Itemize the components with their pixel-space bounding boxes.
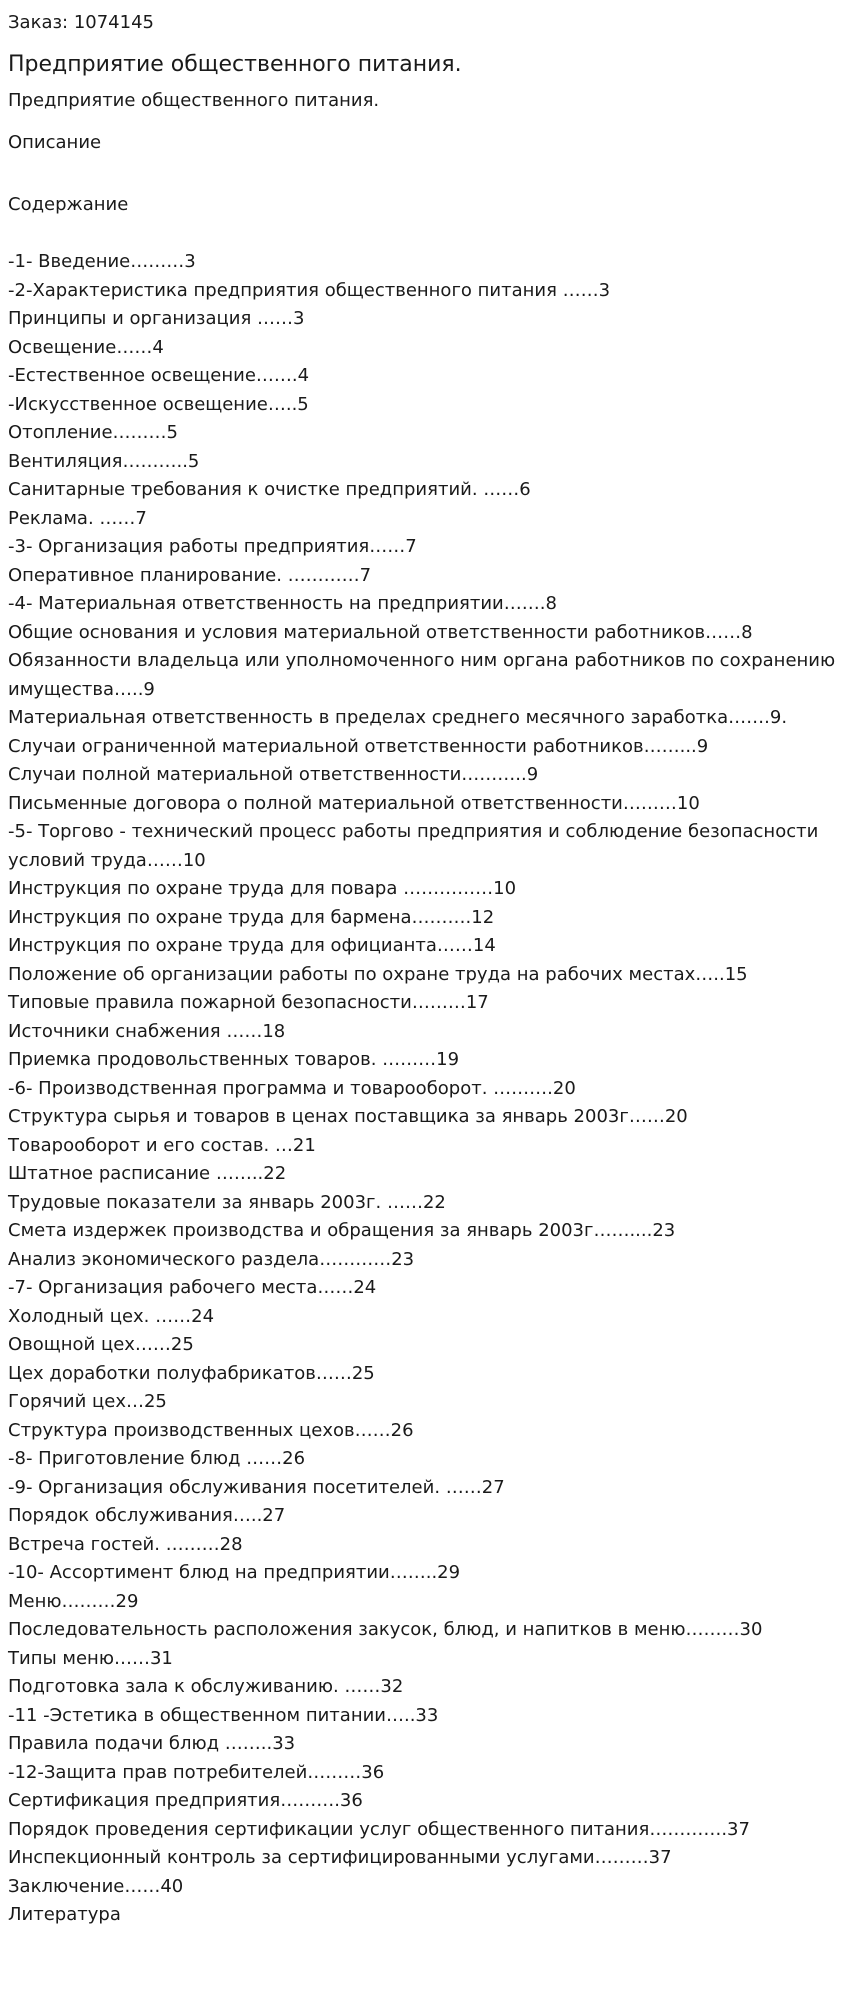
toc-entry: Отопление………5: [8, 422, 179, 443]
toc-entry: -Искусственное освещение…..5: [8, 393, 309, 415]
toc-entry: Заключение……40: [8, 1875, 184, 1897]
toc-entry: Типы меню……31: [8, 1647, 173, 1669]
toc-entry: Порядок обслуживания…..27: [8, 1505, 286, 1526]
toc-entry: Материальная ответственность в пределах среднего месячного заработка…….9.: [8, 707, 788, 728]
toc-entry: Цех доработки полуфабрикатов……25: [8, 1362, 375, 1384]
table-of-contents: [8, 248, 839, 1930]
order-number: Заказ: 1074145: [8, 12, 154, 33]
toc-entry: -1- Введение………3: [8, 251, 196, 272]
toc-entry: -3- Организация работы предприятия……7: [8, 536, 417, 557]
toc-entry: Обязанности владельца или уполномоченного ним органа работников по сохранению имущества…..9: [8, 650, 836, 700]
toc-entry: Вентиляция………..5: [8, 450, 200, 472]
toc-entry: Холодный цех. ……24: [8, 1305, 215, 1327]
page-subtitle: Предприятие общественного питания.: [8, 90, 380, 111]
toc-entry: Трудовые показатели за январь 2003г. ……22: [8, 1191, 446, 1213]
toc-entry: Овощной цех……25: [8, 1334, 194, 1355]
toc-entry: Горячий цех…25: [8, 1391, 167, 1412]
toc-entry: Освещение……4: [8, 336, 164, 358]
description-label: Описание: [8, 132, 102, 153]
toc-entry: Сертификация предприятия……….36: [8, 1790, 363, 1811]
toc-entry: -9- Организация обслуживания посетителей. ……27: [8, 1476, 505, 1498]
toc-entry: Приемка продовольственных товаров. ………19: [8, 1049, 460, 1070]
toc-heading: Содержание: [8, 194, 129, 215]
toc-entry: Инструкция по охране труда для официанта……14: [8, 935, 496, 956]
toc-entry: Структура производственных цехов……26: [8, 1419, 414, 1441]
toc-entry: Встреча гостей. ………28: [8, 1533, 243, 1555]
toc-entry: -12-Защита прав потребителей………36: [8, 1761, 385, 1783]
toc-entry: Последовательность расположения закусок, блюд, и напитков в меню………30: [8, 1619, 763, 1640]
toc-entry: Инструкция по охране труда для бармена……….12: [8, 906, 495, 928]
toc-entry: -Естественное освещение…….4: [8, 365, 310, 386]
toc-entry: -6- Производственная программа и товарооборот. ……….20: [8, 1077, 576, 1099]
toc-entry: Порядок проведения сертификации услуг общественного питания………….37: [8, 1818, 750, 1840]
toc-entry: -7- Организация рабочего места……24: [8, 1277, 377, 1298]
toc-entry: Инспекционный контроль за сертифицированными услугами………37: [8, 1847, 672, 1868]
toc-entry: Случаи полной материальной ответственности………..9: [8, 764, 539, 785]
toc-entry: Меню………29: [8, 1590, 139, 1612]
toc-entry: -4- Материальная ответственность на предприятии…….8: [8, 593, 557, 614]
toc-entry: Случаи ограниченной материальной ответственности работников……...9: [8, 735, 709, 757]
page-title: Предприятие общественного питания.: [8, 52, 462, 77]
toc-entry: Структура сырья и товаров в ценах поставщика за январь 2003г……20: [8, 1106, 688, 1127]
toc-entry: Положение об организации работы по охране труда на рабочих местах…..15: [8, 963, 748, 985]
toc-entry: Инструкция по охране труда для повара ……………10: [8, 878, 517, 899]
toc-entry: Письменные договора о полной материальной ответственности………10: [8, 792, 700, 814]
toc-entry: -5- Торгово - технический процесс работы предприятия и соблюдение безопасности условий труда……10: [8, 821, 819, 871]
toc-entry: Правила подачи блюд ……..33: [8, 1733, 296, 1754]
toc-entry: Реклама. ……7: [8, 507, 147, 529]
toc-entry: Анализ экономического раздела…………23: [8, 1248, 415, 1270]
toc-entry: Оперативное планирование. …………7: [8, 564, 372, 586]
toc-entry: Товарооборот и его состав. …21: [8, 1134, 316, 1156]
toc-entry: Смета издержек производства и обращения за январь 2003г……....23: [8, 1220, 676, 1241]
toc-entry: Штатное расписание ……..22: [8, 1163, 287, 1184]
toc-entry: Принципы и организация ……3: [8, 308, 305, 329]
toc-entry: -11 -Эстетика в общественном питании…..33: [8, 1704, 439, 1726]
toc-entry: Типовые правила пожарной безопасности………17: [8, 992, 489, 1013]
toc-entry: Общие основания и условия материальной ответственности работников……8: [8, 621, 753, 643]
toc-entry: Подготовка зала к обслуживанию. ……32: [8, 1676, 404, 1697]
toc-entry: -10- Ассортимент блюд на предприятии……..29: [8, 1562, 461, 1583]
toc-entry: -2-Характеристика предприятия общественного питания ……3: [8, 279, 611, 301]
toc-entry: -8- Приготовление блюд ……26: [8, 1448, 306, 1469]
toc-entry: Литература: [8, 1904, 121, 1925]
toc-entry: Источники снабжения ……18: [8, 1020, 286, 1042]
toc-entry: Санитарные требования к очистке предприятий. ……6: [8, 479, 531, 500]
